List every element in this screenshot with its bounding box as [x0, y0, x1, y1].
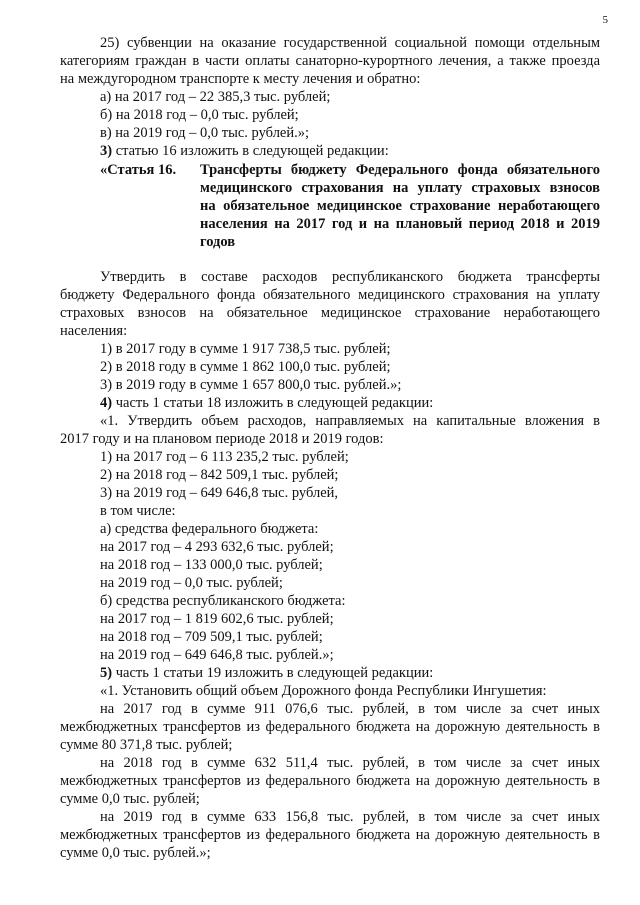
list-item: на 2018 год – 709 509,1 тыс. рублей;: [100, 629, 323, 645]
list-item: на 2019 год – 649 646,8 тыс. рублей.»;: [100, 647, 334, 663]
amendment-item: [100, 394, 640, 412]
text-line: 2017 году и на плановом периоде 2018 и 2019 годов:: [60, 431, 384, 447]
text-line: на 2018 год в сумме 632 511,4 тыс. рублей, в том числе за счет иных: [100, 755, 600, 771]
text-line: бюджету Федерального фонда обязательного медицинского страхования на уплату: [60, 287, 600, 303]
article-title: [200, 161, 600, 251]
text-line: в том числе:: [100, 503, 176, 519]
text-line: «1. Утвердить объем расходов, направляемых на капитальные вложения в: [100, 413, 600, 429]
text-line: межбюджетных трансфертов из федерального бюджета на дорожную деятельность в: [60, 827, 600, 843]
list-item: б) на 2018 год – 0,0 тыс. рублей;: [100, 107, 299, 123]
list-item: в) на 2019 год – 0,0 тыс. рублей.»;: [100, 125, 310, 141]
article-title-line: медицинского страхования на уплату страховых взносов: [200, 180, 600, 196]
list-item: 1) в 2017 году в сумме 1 917 738,5 тыс. рублей;: [100, 341, 391, 357]
list-item: а) на 2017 год – 22 385,3 тыс. рублей;: [100, 89, 331, 105]
text-line: сумме 0,0 тыс. рублей;: [60, 791, 200, 807]
list-item: 3) в 2019 году в сумме 1 657 800,0 тыс. рублей.»;: [100, 377, 402, 393]
item-text: часть 1 статьи 19 изложить в следующей редакции:: [112, 665, 434, 681]
item-number: 3): [100, 143, 113, 159]
text-line: Утвердить в составе расходов республиканского бюджета трансферты: [100, 269, 600, 285]
item-text: статью 16 изложить в следующей редакции:: [112, 143, 389, 159]
text-line: на 2019 год в сумме 633 156,8 тыс. рублей, в том числе за счет иных: [100, 809, 600, 825]
item-text: часть 1 статьи 18 изложить в следующей редакции:: [112, 395, 434, 411]
list-item: а) средства федерального бюджета:: [100, 521, 319, 537]
item-number: 5): [100, 665, 113, 681]
amendment-item: [100, 664, 640, 682]
text-line: «1. Установить общий объем Дорожного фонда Республики Ингушетия:: [100, 683, 547, 699]
article-title-line: Трансферты бюджету Федерального фонда обязательного: [200, 162, 600, 178]
item-number: 4): [100, 395, 113, 411]
text-line: сумме 0,0 тыс. рублей.»;: [60, 845, 211, 861]
list-item: 1) на 2017 год – 6 113 235,2 тыс. рублей;: [100, 449, 349, 465]
amendment-item: [100, 142, 640, 160]
article-title-line: населения на 2017 год и на плановый период 2018 и 2019: [200, 216, 600, 232]
text-line: межбюджетных трансфертов из федерального бюджета на дорожную деятельность в: [60, 773, 600, 789]
text-line: страховых взносов на обязательное медицинское страхование неработающего: [60, 305, 600, 321]
list-item: на 2019 год – 0,0 тыс. рублей;: [100, 575, 283, 591]
list-item: 2) на 2018 год – 842 509,1 тыс. рублей;: [100, 467, 339, 483]
text-line: на 2017 год в сумме 911 076,6 тыс. рублей, в том числе за счет иных: [100, 701, 600, 717]
text-line: межбюджетных трансфертов из федерального бюджета на дорожную деятельность в: [60, 719, 600, 735]
article-label: «Статья 16.: [100, 162, 177, 178]
list-item: на 2018 год – 133 000,0 тыс. рублей;: [100, 557, 323, 573]
text-line: на междугородном транспорте к месту лечения и обратно:: [60, 71, 421, 87]
page-number: 5: [602, 14, 608, 26]
list-item: 2) в 2018 году в сумме 1 862 100,0 тыс. рублей;: [100, 359, 391, 375]
text-line: 25) субвенции на оказание государственной социальной помощи отдельным: [100, 35, 600, 51]
list-item: б) средства республиканского бюджета:: [100, 593, 346, 609]
article-title-line: годов: [200, 234, 236, 250]
text-line: сумме 80 371,8 тыс. рублей;: [60, 737, 233, 753]
text-line: населения:: [60, 323, 128, 339]
text-line: категориям граждан в части оплаты санаторно-курортного лечения, а также проезда: [60, 53, 600, 69]
list-item: на 2017 год – 1 819 602,6 тыс. рублей;: [100, 611, 334, 627]
article-title-line: на обязательное медицинское страхование неработающего: [200, 198, 600, 214]
list-item: на 2017 год – 4 293 632,6 тыс. рублей;: [100, 539, 334, 555]
list-item: 3) на 2019 год – 649 646,8 тыс. рублей,: [100, 485, 339, 501]
